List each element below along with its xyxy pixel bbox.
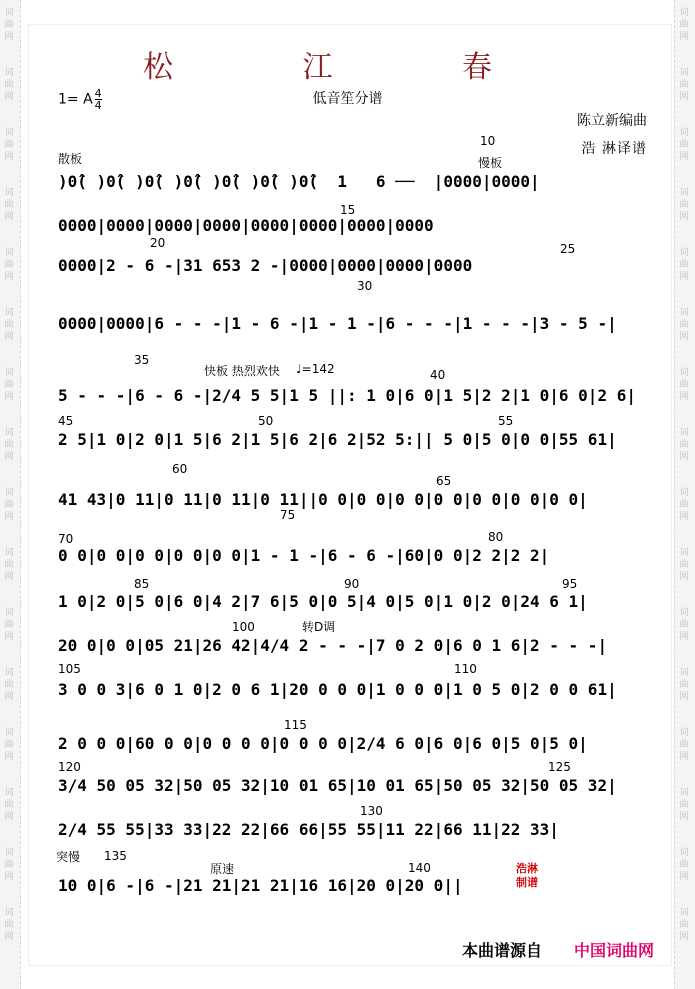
- watermark-char: 网: [4, 92, 14, 102]
- watermark-char: 曲: [4, 260, 14, 270]
- watermark-char: 曲: [4, 680, 14, 690]
- watermark-char: 词: [679, 68, 689, 78]
- notation-row-10: 20 0|0 0|05 21|26 42|4/4 2 - - -|7 0 2 0|6 0 1 6|2 - - -|: [58, 636, 608, 655]
- watermark-char: 曲: [679, 560, 689, 570]
- watermark-char: 曲: [679, 740, 689, 750]
- bar-number: 95: [562, 577, 578, 591]
- watermark-char: 网: [4, 932, 14, 942]
- bar-number: 105: [58, 662, 81, 676]
- watermark-char: 网: [679, 572, 689, 582]
- bar-number: 20: [150, 236, 166, 250]
- watermark-char: 曲: [4, 860, 14, 870]
- bar-number: 70: [58, 532, 74, 546]
- bar-number: 130: [360, 804, 383, 818]
- notation-row-9: 1 0|2 0|5 0|6 0|4 2|7 6|5 0|0 5|4 0|5 0|1 0|2 0|24 6 1|: [58, 592, 588, 611]
- footer-source-label: 本曲谱源自: [462, 941, 543, 960]
- watermark-char: 网: [679, 332, 689, 342]
- bar-number: 85: [134, 577, 150, 591]
- bar-number: 100: [232, 620, 255, 634]
- watermark-char: 曲: [679, 80, 689, 90]
- watermark-char: 网: [4, 572, 14, 582]
- watermark-char: 曲: [679, 20, 689, 30]
- score-title: 松 江 春: [142, 50, 553, 85]
- watermark-char: 网: [679, 152, 689, 162]
- watermark-char: 词: [4, 188, 14, 198]
- notation-row-15: 10 0|6 -|6 -|21 21|21 21|16 16|20 0|20 0||: [58, 876, 463, 895]
- watermark-char: 词: [4, 8, 14, 18]
- watermark-char: 网: [4, 632, 14, 642]
- watermark-char: 曲: [4, 800, 14, 810]
- watermark-char: 网: [4, 332, 14, 342]
- watermark-char: 词: [4, 668, 14, 678]
- watermark-char: 词: [679, 308, 689, 318]
- watermark-char: 词: [4, 848, 14, 858]
- key-label: 1= A: [58, 91, 93, 108]
- watermark-char: 网: [679, 812, 689, 822]
- marking-kuaiban: 快板 热烈欢快: [204, 364, 280, 378]
- watermark-char: 网: [679, 92, 689, 102]
- watermark-char: 词: [679, 668, 689, 678]
- watermark-char: 词: [679, 848, 689, 858]
- bar-number: 80: [488, 530, 504, 544]
- watermark-char: 曲: [679, 620, 689, 630]
- watermark-char: 网: [4, 392, 14, 402]
- marking-key-change: 转D调: [302, 620, 336, 634]
- watermark-char: 词: [679, 8, 689, 18]
- transcriber-credit: 浩 淋译谱: [581, 141, 647, 157]
- watermark-char: 网: [4, 692, 14, 702]
- watermark-char: 曲: [4, 20, 14, 30]
- time-signature-numerator: 4: [94, 87, 102, 100]
- watermark-char: 网: [4, 512, 14, 522]
- watermark-char: 网: [4, 32, 14, 42]
- watermark-char: 词: [679, 788, 689, 798]
- watermark-char: 词: [679, 548, 689, 558]
- watermark-char: 曲: [4, 560, 14, 570]
- watermark-char: 网: [679, 392, 689, 402]
- watermark-char: 词: [4, 128, 14, 138]
- marking-tuman: 突慢: [56, 850, 81, 864]
- arranger-credit: 陈立新编曲: [577, 113, 647, 129]
- watermark-char: 网: [679, 212, 689, 222]
- watermark-char: 曲: [679, 380, 689, 390]
- watermark-char: 网: [4, 212, 14, 222]
- marking-tempo: ♩=142: [296, 362, 335, 376]
- watermark-char: 曲: [679, 440, 689, 450]
- watermark-char: 曲: [679, 260, 689, 270]
- marking-manban: 慢板: [478, 156, 503, 170]
- watermark-char: 网: [679, 32, 689, 42]
- watermark-char: 曲: [679, 320, 689, 330]
- watermark-char: 网: [679, 692, 689, 702]
- watermark-char: 曲: [4, 80, 14, 90]
- bar-number: 55: [498, 414, 514, 428]
- watermark-char: 网: [679, 872, 689, 882]
- watermark-char: 词: [679, 728, 689, 738]
- watermark-char: 曲: [679, 680, 689, 690]
- bar-number: 135: [104, 849, 127, 863]
- watermark-char: 网: [679, 512, 689, 522]
- watermark-char: 网: [4, 812, 14, 822]
- watermark-char: 词: [4, 788, 14, 798]
- watermark-char: 曲: [679, 920, 689, 930]
- notation-row-6: 2 5|1 0|2 0|1 5|6 2|1 5|6 2|6 2|52 5:|| 5 0|5 0|0 0|55 61|: [58, 430, 617, 449]
- watermark-char: 词: [4, 548, 14, 558]
- time-signature-denominator: 4: [94, 99, 102, 112]
- watermark-char: 词: [679, 248, 689, 258]
- marking-sanban: 散板: [58, 152, 83, 166]
- watermark-char: 词: [4, 368, 14, 378]
- watermark-char: 网: [4, 872, 14, 882]
- watermark-char: 网: [679, 272, 689, 282]
- notation-row-3: 0000|2 - 6 -|31 653 2 -|0000|0000|0000|0000: [58, 256, 473, 275]
- watermark-char: 词: [4, 68, 14, 78]
- bar-number: 115: [284, 718, 307, 732]
- notation-row-4: 0000|0000|6 - - -|1 - 6 -|1 - 1 -|6 - - -|1 - - -|3 - 5 -|: [58, 314, 617, 333]
- transcriber-stamp: 浩淋制谱: [516, 862, 538, 889]
- bar-number: 25: [560, 242, 576, 256]
- notation-row-12: 2 0 0 0|60 0 0|0 0 0 0|0 0 0 0|2/4 6 0|6 0|6 0|5 0|5 0|: [58, 734, 588, 753]
- watermark-char: 曲: [4, 500, 14, 510]
- notation-row-8: 0 0|0 0|0 0|0 0|0 0|1 - 1 -|6 - 6 -|60|0 0|2 2|2 2|: [58, 546, 550, 565]
- watermark-char: 网: [679, 932, 689, 942]
- part-subtitle: 低音笙分谱: [312, 91, 383, 107]
- watermark-char: 曲: [679, 800, 689, 810]
- bar-number: 120: [58, 760, 81, 774]
- watermark-char: 曲: [4, 740, 14, 750]
- watermark-char: 网: [4, 752, 14, 762]
- bar-number: 110: [454, 662, 477, 676]
- watermark-char: 词: [679, 188, 689, 198]
- watermark-char: 网: [679, 632, 689, 642]
- watermark-char: 曲: [679, 140, 689, 150]
- right-watermark-strip: [674, 0, 695, 989]
- watermark-char: 词: [4, 308, 14, 318]
- watermark-char: 词: [679, 368, 689, 378]
- bar-number: 90: [344, 577, 360, 591]
- watermark-char: 曲: [4, 920, 14, 930]
- watermark-char: 曲: [679, 200, 689, 210]
- bar-number: 15: [340, 203, 356, 217]
- bar-number: 65: [436, 474, 452, 488]
- watermark-char: 网: [679, 752, 689, 762]
- notation-row-11: 3 0 0 3|6 0 1 0|2 0 6 1|20 0 0 0|1 0 0 0|1 0 5 0|2 0 0 61|: [58, 680, 617, 699]
- bar-number: 30: [357, 279, 373, 293]
- watermark-char: 词: [4, 608, 14, 618]
- notation-row-13: 3/4 50 05 32|50 05 32|10 01 65|10 01 65|50 05 32|50 05 32|: [58, 776, 617, 795]
- watermark-char: 曲: [4, 380, 14, 390]
- watermark-char: 词: [679, 128, 689, 138]
- notation-row-1: )0̂( )0̂( )0̂( )0̂( )0̂( )0̂( )0̂( 1 6 ── |0000|0000|: [58, 172, 540, 191]
- bar-number: 50: [258, 414, 274, 428]
- watermark-char: 曲: [4, 620, 14, 630]
- watermark-char: 网: [4, 272, 14, 282]
- notation-row-7: 41 43|0 11|0 11|0 11|0 11||0 0|0 0|0 0|0 0|0 0|0 0|0 0|: [58, 490, 588, 509]
- watermark-char: 词: [679, 488, 689, 498]
- watermark-char: 网: [4, 452, 14, 462]
- bar-number: 140: [408, 861, 431, 875]
- watermark-char: 网: [679, 452, 689, 462]
- watermark-char: 曲: [4, 440, 14, 450]
- notation-row-14: 2/4 55 55|33 33|22 22|66 66|55 55|11 22|66 11|22 33|: [58, 820, 559, 839]
- marking-yuansu: 原速: [210, 862, 235, 876]
- bar-number: 35: [134, 353, 150, 367]
- footer-site-link[interactable]: 中国词曲网: [574, 941, 655, 960]
- bar-number: 75: [280, 508, 296, 522]
- watermark-char: 词: [4, 248, 14, 258]
- notation-row-5: 5 - - -|6 - 6 -|2/4 5 5|1 5 ||: 1 0|6 0|1 5|2 2|1 0|6 0|2 6|: [58, 386, 636, 405]
- bar-number: 10: [480, 134, 496, 148]
- watermark-char: 曲: [679, 860, 689, 870]
- watermark-char: 曲: [4, 320, 14, 330]
- notation-row-2: 0000|0000|0000|0000|0000|0000|0000|0000: [58, 216, 434, 235]
- watermark-char: 词: [4, 728, 14, 738]
- watermark-char: 曲: [4, 140, 14, 150]
- bar-number: 60: [172, 462, 188, 476]
- watermark-char: 词: [679, 428, 689, 438]
- watermark-char: 词: [4, 428, 14, 438]
- bar-number: 45: [58, 414, 74, 428]
- watermark-char: 词: [4, 488, 14, 498]
- watermark-char: 词: [679, 908, 689, 918]
- watermark-char: 曲: [4, 200, 14, 210]
- watermark-char: 网: [4, 152, 14, 162]
- bar-number: 40: [430, 368, 446, 382]
- bar-number: 125: [548, 760, 571, 774]
- left-watermark-strip: [0, 0, 21, 989]
- watermark-char: 曲: [679, 500, 689, 510]
- watermark-char: 词: [4, 908, 14, 918]
- watermark-char: 词: [679, 608, 689, 618]
